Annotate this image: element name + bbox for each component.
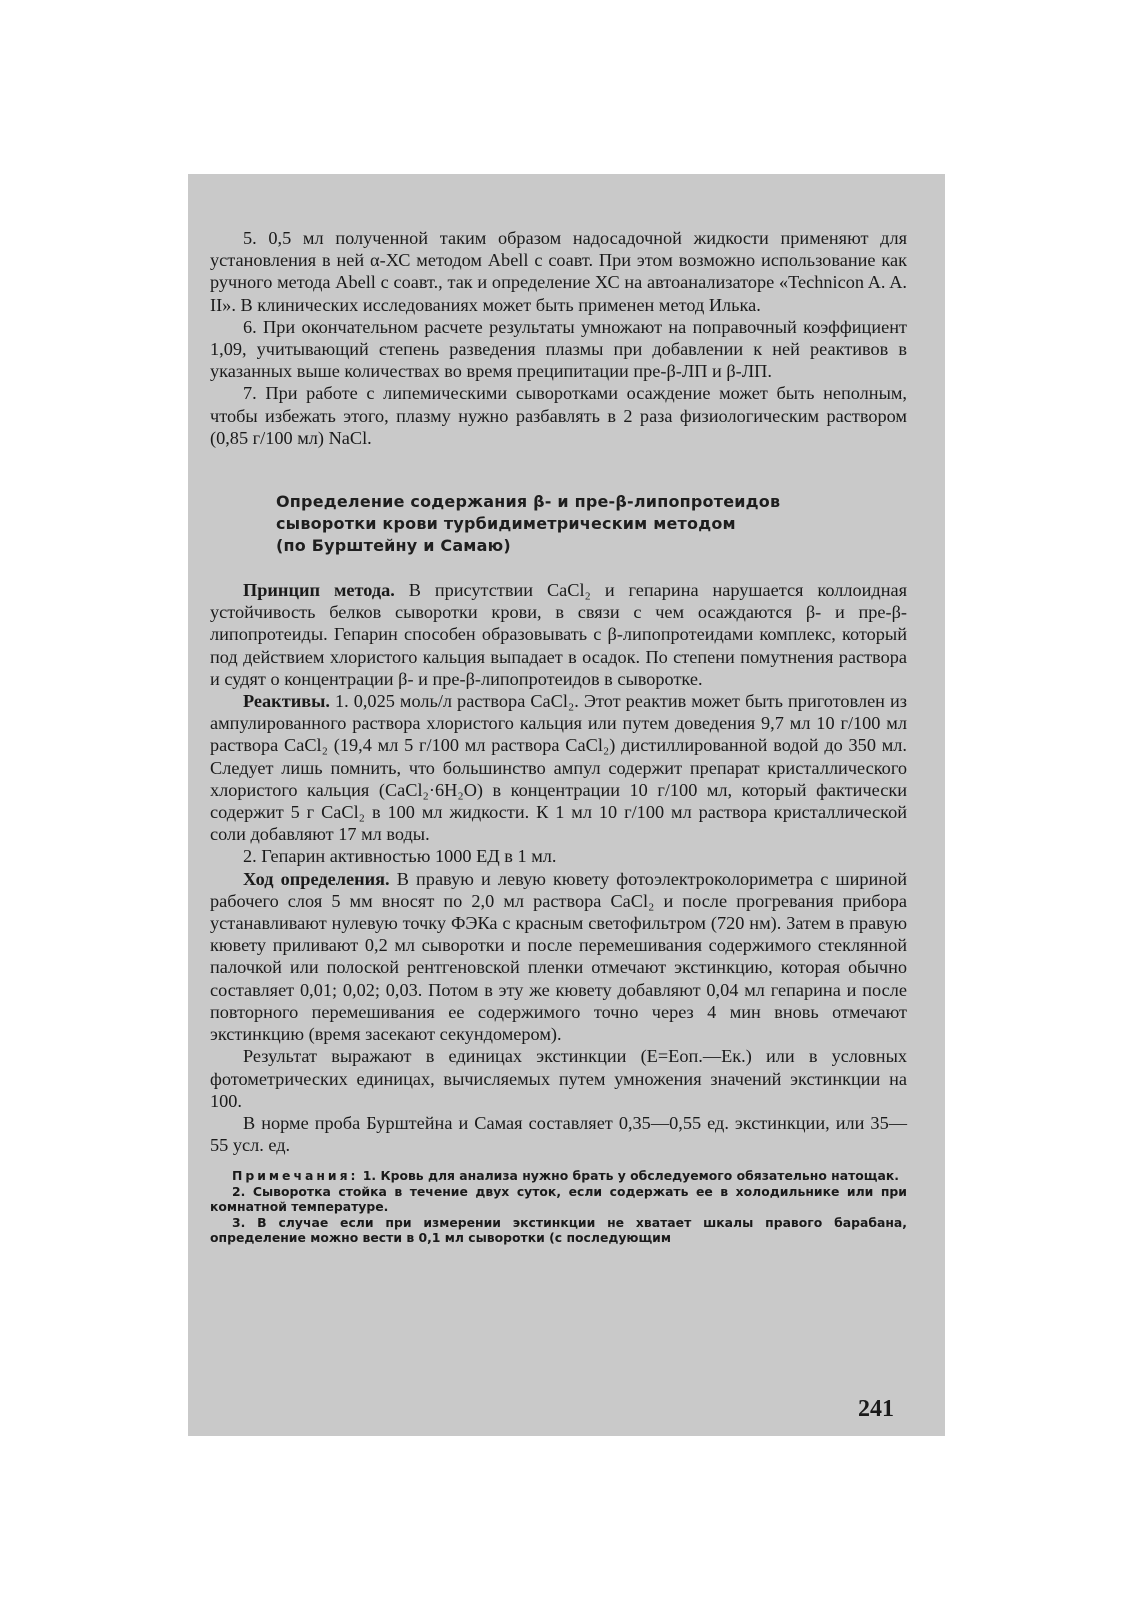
heading-line-2: сыворотки крови турбидиметрическим методом [276, 514, 736, 534]
paragraph-6: 6. При окончательном расчете результаты умножают на поправочный коэффициент 1,09, учитывающий степень разведения плазмы при добавлении к ней реактивов в указанных выше количествах во время преципитации пре-β-ЛП и β-ЛП. [210, 316, 907, 382]
result-paragraph: Результат выражают в единицах экстинкции (E=Eоп.—Eк.) или в условных фотометрических единицах, вычисляемых путем умножения значений экстинкции на 100. [210, 1046, 907, 1111]
notes-label: Примечания: [232, 1168, 359, 1184]
principle-text: В присутствии CaCl₂ и гепарина нарушается коллоидная устойчивость белков сыворотки крови, в связи с чем осаждаются β- и пре-β-липопротеиды. Гепарин способен образовывать с β-липопротеидами комплекс, который под действием хлористого кальция выпадает в осадок. По степени помутнения раствора и судят о концентрации β- и пре-β-липопротеидов в сыворотке. [210, 580, 907, 689]
heading-line-1: Определение содержания β- и пре-β-липопротеидов [276, 492, 781, 512]
notes-block [210, 1168, 907, 1245]
note-1 [210, 1168, 907, 1183]
principle-label: Принцип метода. [243, 580, 395, 601]
norm-paragraph: В норме проба Бурштейна и Самая составляет 0,35—0,55 ед. экстинкции, или 35—55 усл. ед. [210, 1112, 907, 1156]
reagents-label: Реактивы. [243, 691, 330, 712]
page-text [210, 227, 907, 1245]
procedure-label: Ход определения. [243, 868, 390, 889]
section-heading [276, 491, 907, 557]
paragraph-5: 5. 0,5 мл полученной таким образом надосадочной жидкости применяют для установления в ней α-ХС методом Abell с соавт. При этом возможно использование как ручного метода Abell с соавт., так и определение ХС на автоанализаторе «Technicon A. A. II». В клинических исследованиях может быть применен метод Илька. [210, 228, 907, 315]
note-2: 2. Сыворотка стойка в течение двух суток, если содержать ее в холодильнике или при комнатной температуре. [210, 1183, 907, 1215]
note-1-text: 1. Кровь для анализа нужно брать у обследуемого обязательно натощак. [358, 1168, 899, 1184]
heading-line-3: (по Бурштейну и Самаю) [276, 536, 511, 556]
procedure-text: В правую и левую кювету фотоэлектроколориметра с шириной рабочего слоя 5 мм вносят по 2,0 мл раствора CaCl₂ и после прогревания прибора устанавливают нулевую точку ФЭКа с красным светофильтром (720 нм). Затем в правую кювету приливают 0,2 мл сыворотки и после перемешивания содержимого стеклянной палочкой или полоской рентгеновской пленки отмечают экстинкцию, которая обычно составляет 0,01; 0,02; 0,03. Потом в эту же кювету добавляют 0,04 мл гепарина и после повторного перемешивания ее содержимого точно через 4 мин вновь отмечают экстинкцию (время засекают секундомером). [210, 868, 907, 1045]
principle-paragraph [210, 579, 907, 690]
note-3: 3. В случае если при измерении экстинкции не хватает шкалы правого барабана, определение можно вести в 0,1 мл сыворотки (с последующим [210, 1214, 907, 1245]
page-number: 241 [858, 1396, 894, 1422]
reagent-2: 2. Гепарин активностью 1000 ЕД в 1 мл. [243, 846, 557, 867]
procedure-paragraph [210, 868, 907, 1046]
reagents-paragraph [210, 690, 907, 845]
paragraph-7: 7. При работе с липемическими сыворотками осаждение может быть неполным, чтобы избежать этого, плазму нужно разбавлять в 2 раза физиологическим раствором (0,85 г/100 мл) NaCl. [210, 383, 907, 448]
reagents-text: 1. 0,025 моль/л раствора CaCl₂. Этот реактив может быть приготовлен из ампулированного раствора хлористого кальция или путем доведения 9,7 мл 10 г/100 мл раствора CaCl₂ (19,4 мл 5 г/100 мл раствора CaCl₂) дистиллированной водой до 350 мл. Следует лишь помнить, что большинство ампул содержит препарат кристаллического хлористого кальция (CaCl₂·6H₂O) в концентрации 10 г/100 мл, который фактически содержит 5 г CaCl₂ в 100 мл жидкости. К 1 мл 10 г/100 мл раствора кристаллической соли добавляют 17 мл воды. [210, 691, 907, 845]
